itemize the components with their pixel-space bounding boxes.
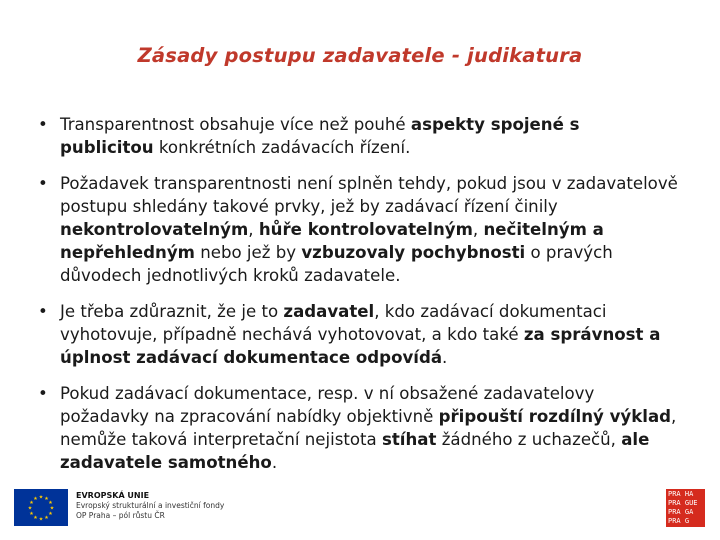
text-segment: Je třeba zdůraznit, že je to [60,302,284,321]
text-segment: nebo jež by [194,243,302,262]
text-segment: Požadavek transparentnosti není splněn tehdy, pokud jsou v zadavatelově postupu shledány takové prvky, jež by zadávací řízení činily [60,174,678,216]
eu-star-icon: ★ [44,495,49,502]
eu-footer-logo [14,489,224,529]
eu-star-icon: ★ [38,494,44,501]
prague-logo-line: PRA G [668,517,690,525]
text-segment: , [472,220,484,239]
eu-star-icon: ★ [44,515,49,522]
bold-text: zadavatel [283,302,375,321]
eu-text-block [76,491,224,521]
eu-star-icon: ★ [38,516,44,523]
prague-logo-line: PRA GA [668,508,694,516]
text-segment: žádného z uchazečů, [436,430,622,449]
text-segment: o pravých důvodech jednotlivých kroků zadavatele. [60,243,613,285]
bold-text: vzbuzovaly pochybnosti [301,243,526,262]
text-segment: konkrétních zadávacích řízení. [153,138,411,157]
eu-star-icon: ★ [49,505,55,512]
bold-text: připouští rozdílný výklad [438,407,672,426]
text-segment: , nemůže taková interpretační nejistota [60,407,677,449]
bullet-item [38,300,678,369]
prague-logo-line: PRA HA [668,490,694,498]
text-segment: Pokud zadávací dokumentace, resp. v ní obsažené zadavatelovy požadavky na zpracování nabídky objektivně [60,384,595,426]
eu-subtitle: Evropský strukturální a investiční fondy [76,501,225,510]
eu-program: OP Praha – pól růstu ČR [76,511,165,520]
text-segment: . [442,348,448,367]
bullet-list [38,113,678,487]
bullet-item [38,113,678,159]
eu-star-icon: ★ [29,500,34,506]
prague-logo-line: PRA GUE [668,499,698,507]
eu-star-icon: ★ [33,495,38,502]
bold-text: za správnost a úplnost zadávací dokumentace odpovídá [60,325,661,367]
eu-star-icon: ★ [27,505,33,512]
bullet-item [38,382,678,474]
text-segment: , kdo zadávací dokumentaci vyhotovuje, případně nechává vyhotovovat, a kdo také [60,302,607,344]
slide-title: Zásady postupu zadavatele - judikatura [137,44,583,67]
text-segment: , [248,220,259,239]
eu-star-icon: ★ [33,515,38,522]
eu-title: EVROPSKÁ UNIE [76,491,150,500]
bold-text: hůře kontrolovatelným [258,220,473,239]
bold-text: ale zadavatele samotného [60,430,650,472]
bullet-item [38,172,678,287]
bold-text: stíhat [381,430,437,449]
text-segment: Transparentnost obsahuje více než pouhé [60,115,411,134]
text-segment: . [271,453,278,472]
eu-star-icon: ★ [29,511,34,517]
eu-star-icon: ★ [48,500,53,506]
bold-text: aspekty spojené s publicitou [60,115,580,157]
bold-text: nečitelným a nepřehledným [60,220,604,262]
bold-text: nekontrolovatelným [60,220,249,239]
eu-flag-icon [14,489,68,526]
prague-logo [666,489,705,527]
eu-star-icon: ★ [48,511,53,517]
